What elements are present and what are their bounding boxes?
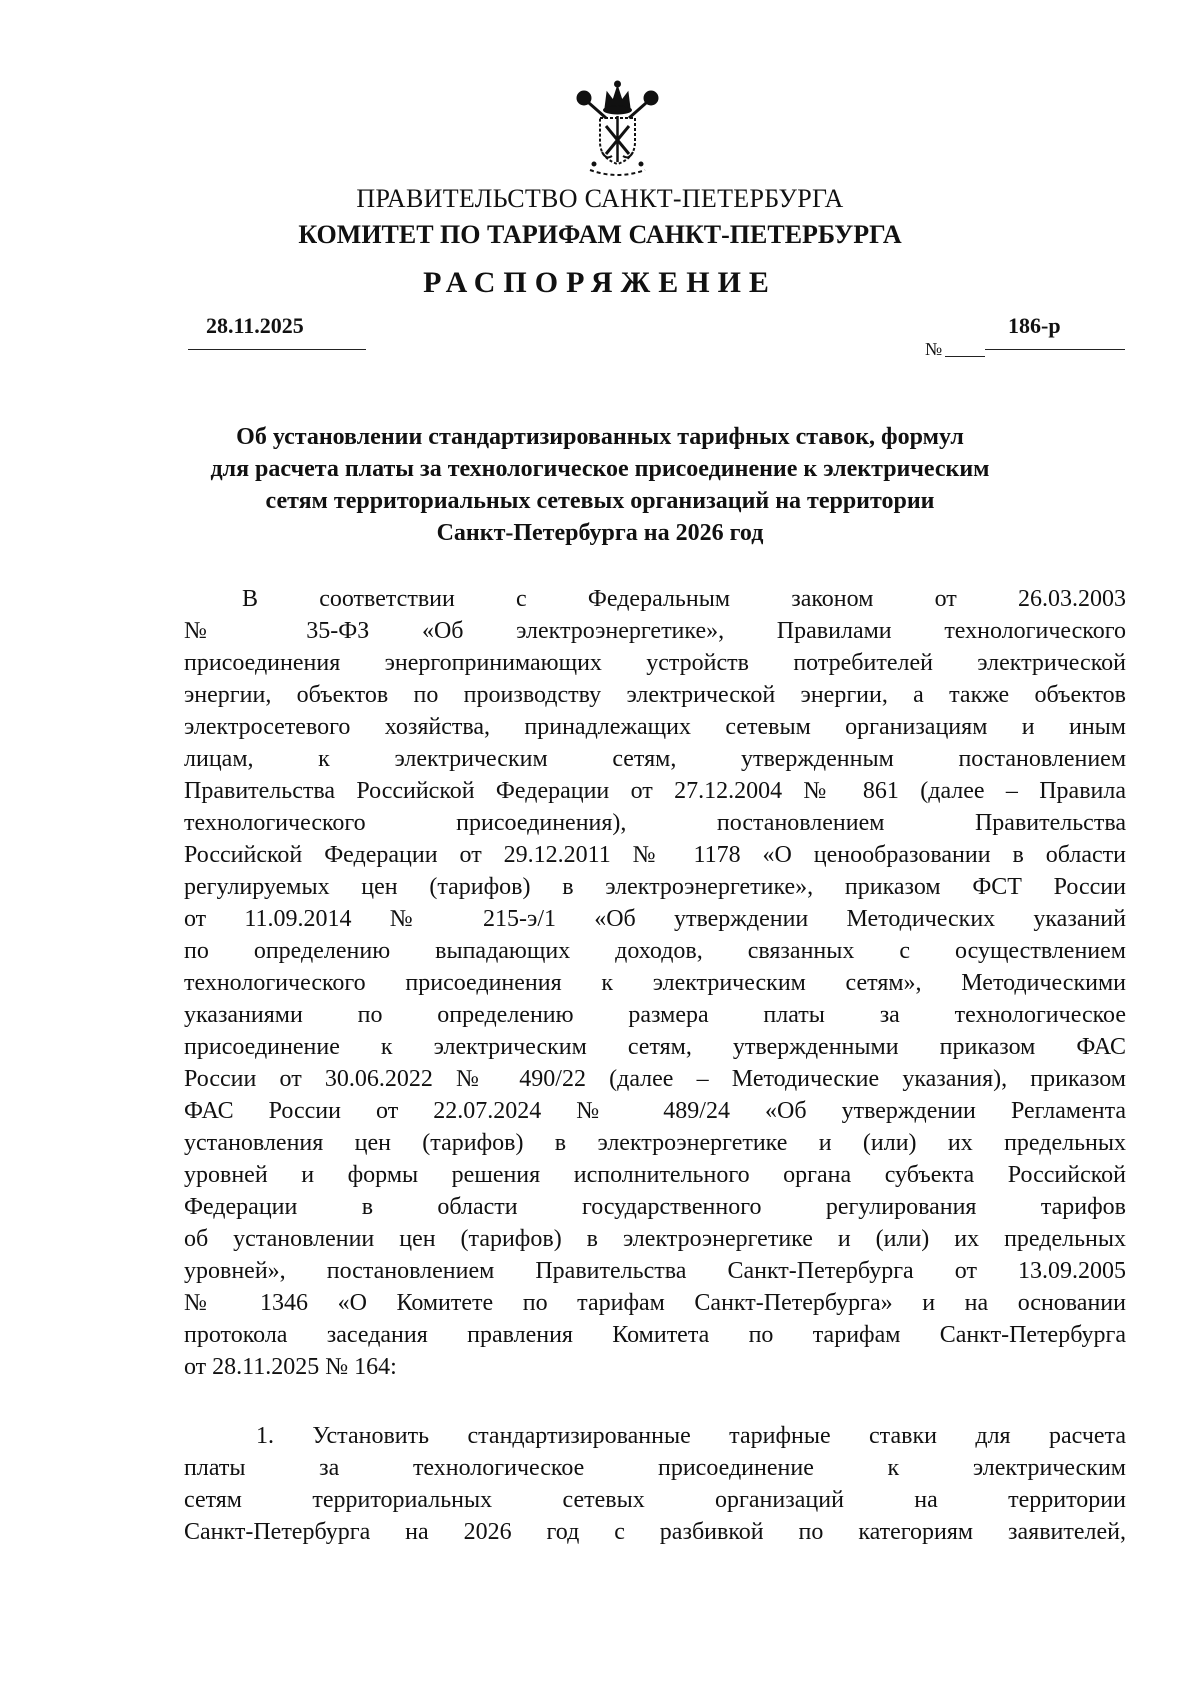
title-line: сетям территориальных сетевых организаций на территории [265, 488, 935, 514]
text-line: электросетевого хозяйства, принадлежащих сетевым организациям и иным [184, 714, 1126, 740]
text-line: № 35-ФЗ «Об электроэнергетике», Правилами технологического [184, 618, 1126, 644]
text-line: по определению выпадающих доходов, связанных с осуществлением [184, 938, 1126, 964]
government-name: ПРАВИТЕЛЬСТВО САНКТ-ПЕТЕРБУРГА [356, 184, 844, 213]
text-line: присоединения энергопринимающих устройств потребителей электрической [184, 650, 1126, 676]
committee-name: КОМИТЕТ ПО ТАРИФАМ САНКТ-ПЕТЕРБУРГА [298, 220, 902, 249]
text-line: № 1346 «О Комитете по тарифам Санкт-Петербурга» и на основании [184, 1290, 1126, 1316]
text-line: В соответствии с Федеральным законом от 26.03.2003 [242, 586, 1126, 612]
number-underline-left [945, 356, 985, 357]
text-line: технологического присоединения к электрическим сетям», Методическими [184, 970, 1126, 996]
text-line: платы за технологическое присоединение к электрическим [184, 1455, 1126, 1481]
title-line: Об установлении стандартизированных тарифных ставок, формул [236, 424, 964, 450]
number-underline [985, 349, 1125, 350]
title-line: Санкт-Петербурга на 2026 год [436, 520, 764, 546]
text-line: от 11.09.2014 № 215-э/1 «Об утверждении Методических указаний [184, 906, 1126, 932]
text-line: сетям территориальных сетевых организаций на территории [184, 1487, 1126, 1513]
text-line: Санкт-Петербурга на 2026 год с разбивкой по категориям заявителей, [184, 1519, 1126, 1545]
text-line: России от 30.06.2022 № 490/22 (далее – Методические указания), приказом [184, 1066, 1126, 1092]
document-type: РАСПОРЯЖЕНИЕ [423, 266, 777, 299]
text-line: от 28.11.2025 № 164: [184, 1354, 397, 1380]
document-number: 186-р [1008, 313, 1061, 338]
text-line: уровней», постановлением Правительства Санкт-Петербурга от 13.09.2005 [184, 1258, 1126, 1284]
text-line: указаниями по определению размера платы за технологическое [184, 1002, 1126, 1028]
text-line: уровней и формы решения исполнительного органа субъекта Российской [184, 1162, 1126, 1188]
coat-of-arms-emblem [560, 78, 675, 180]
text-line: Российской Федерации от 29.12.2011 № 1178 «О ценообразовании в области [184, 842, 1126, 868]
text-line: об установлении цен (тарифов) в электроэнергетике и (или) их предельных [184, 1226, 1126, 1252]
document-date: 28.11.2025 [206, 313, 304, 338]
text-line: Федерации в области государственного регулирования тарифов [184, 1194, 1126, 1220]
text-line: присоединение к электрическим сетям, утвержденными приказом ФАС [184, 1034, 1126, 1060]
text-line: протокола заседания правления Комитета по тарифам Санкт-Петербурга [184, 1322, 1126, 1348]
text-line: регулируемых цен (тарифов) в электроэнергетике», приказом ФСТ России [184, 874, 1126, 900]
title-line: для расчета платы за технологическое присоединение к электрическим [210, 456, 990, 482]
text-line: лицам, к электрическим сетям, утвержденным постановлением [184, 746, 1126, 772]
text-line: установления цен (тарифов) в электроэнергетике и (или) их предельных [184, 1130, 1126, 1156]
text-line: энергии, объектов по производству электрической энергии, а также объектов [184, 682, 1126, 708]
text-line: Правительства Российской Федерации от 27.12.2004 № 861 (далее – Правила [184, 778, 1126, 804]
document-title [150, 421, 1050, 549]
number-sign: № [925, 339, 943, 359]
text-line: 1. Установить стандартизированные тарифные ставки для расчета [256, 1423, 1126, 1449]
text-line: технологического присоединения), постановлением Правительства [184, 810, 1126, 836]
date-underline [188, 349, 366, 350]
text-line: ФАС России от 22.07.2024 № 489/24 «Об утверждении Регламента [184, 1098, 1126, 1124]
